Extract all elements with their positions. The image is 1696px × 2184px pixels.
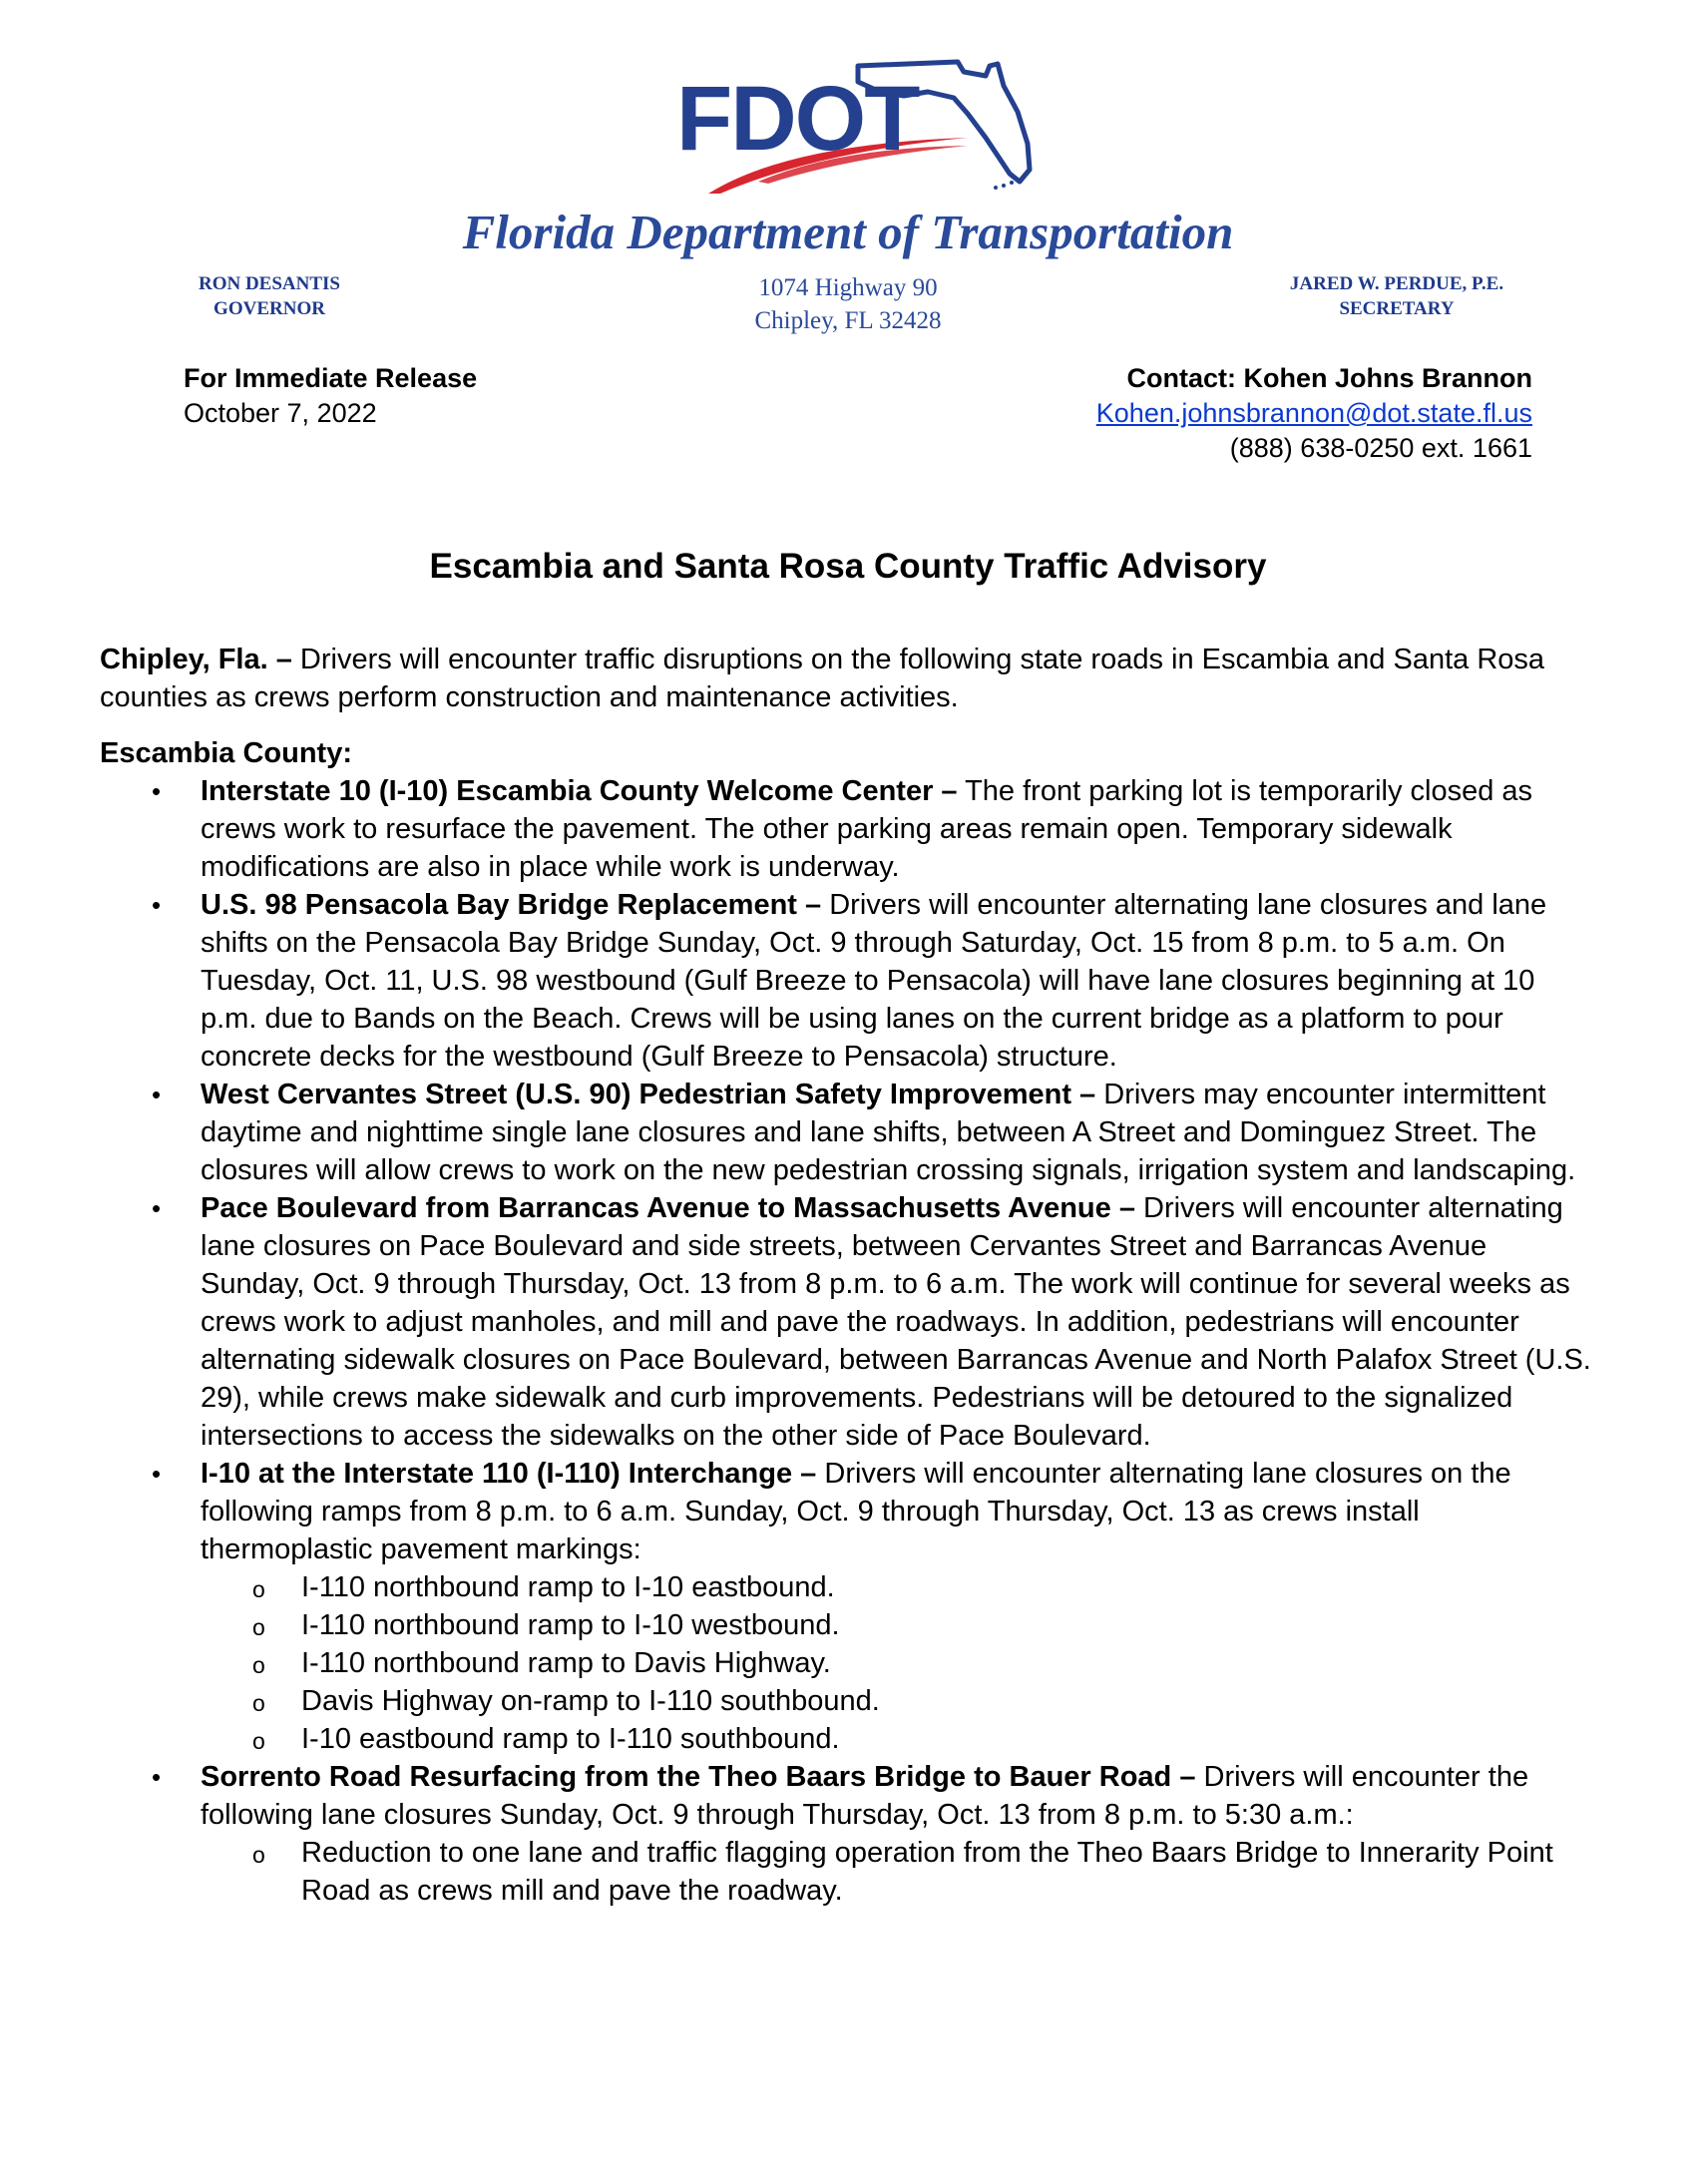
item-lead: U.S. 98 Pensacola Bay Bridge Replacement – — [201, 889, 822, 921]
agency-name: Florida Department of Transportation — [462, 205, 1234, 259]
list-item — [100, 1076, 1596, 1189]
closure-detail-list — [201, 1834, 1596, 1910]
item-text: Drivers will encounter alternating lane closures on the following ramps from 8 p.m. to 6 a.m. Sunday, Oct. 9 through Thursday, Oct. 13 as crews install thermoplastic pavement markings: — [201, 1458, 1511, 1565]
list-item — [100, 772, 1596, 886]
item-text: Drivers may encounter intermittent daytime and nighttime single lane closures and lane shifts, between A Street and Dominguez Street. The closures will allow crews to work on the new pedestrian crossing signals, irrigation system and landscaping. — [201, 1079, 1576, 1186]
list-item — [100, 1189, 1596, 1455]
item-lead: West Cervantes Street (U.S. 90) Pedestrian Safety Improvement – — [201, 1079, 1096, 1110]
address-line-1: 1074 Highway 90 — [758, 274, 938, 301]
sub-list-item: o I-110 northbound ramp to I-10 westbound. — [201, 1606, 1596, 1644]
item-lead: Pace Boulevard from Barrancas Avenue to Massachusetts Avenue – — [201, 1192, 1135, 1224]
contact-email-link[interactable]: Kohen.johnsbrannon@dot.state.fl.us — [1095, 398, 1532, 428]
intro-text: Drivers will encounter traffic disruptions on the following state roads in Escambia and Santa Rosa counties as crews perform construction and maintenance activities. — [100, 644, 1545, 713]
advisory-title: Escambia and Santa Rosa County Traffic Advisory — [429, 547, 1267, 586]
contact-info — [1096, 361, 1532, 466]
county-heading: Escambia County: — [100, 737, 352, 769]
sub-list-item: o Reduction to one lane and traffic flagging operation from the Theo Baars Bridge to Innerarity Point Road as crews mill and pave the roadway. — [201, 1834, 1596, 1910]
item-lead: Sorrento Road Resurfacing from the Theo Baars Bridge to Bauer Road – — [201, 1761, 1196, 1793]
logo-text: FDOT — [676, 68, 919, 170]
contact-label: Contact: Kohen Johns Brannon — [1126, 363, 1532, 393]
ramp-list — [201, 1568, 1596, 1758]
intro-paragraph — [100, 641, 1596, 716]
item-text: Drivers will encounter the following lane closures Sunday, Oct. 9 through Thursday, Oct. 13 from 8 p.m. to 5:30 a.m.: — [201, 1761, 1529, 1831]
list-item — [100, 1455, 1596, 1758]
advisory-body — [100, 641, 1596, 1910]
fdot-logo — [668, 52, 1048, 197]
sub-list-item: o I-110 northbound ramp to I-10 eastbound. — [201, 1568, 1596, 1606]
closure-list — [100, 772, 1596, 1910]
secretary-name: JARED W. PERDUE, P.E. — [1289, 273, 1504, 294]
sub-list-item: o I-10 eastbound ramp to I-110 southbound. — [201, 1720, 1596, 1758]
secretary-block — [1237, 271, 1556, 321]
item-lead: I-10 at the Interstate 110 (I-110) Interchange – — [201, 1458, 817, 1490]
item-lead: Interstate 10 (I-10) Escambia County Welcome Center – — [201, 775, 958, 807]
release-info — [184, 361, 477, 431]
governor-name: RON DESANTIS — [198, 273, 340, 294]
release-label: For Immediate Release — [184, 363, 478, 393]
list-item — [100, 886, 1596, 1076]
release-date: October 7, 2022 — [184, 398, 377, 428]
secretary-title: SECRETARY — [1339, 298, 1455, 319]
contact-phone: (888) 638-0250 ext. 1661 — [1229, 433, 1532, 463]
dateline: Chipley, Fla. – — [100, 644, 292, 675]
item-text: Drivers will encounter alternating lane closures and lane shifts on the Pensacola Bay Bridge Sunday, Oct. 9 through Saturday, Oct. 15 from 8 p.m. to 5 a.m. On Tuesday, Oct. 11, U.S. 98 westbound (Gulf Breeze to Pensacola) will have lane closures beginning at 10 p.m. due to Bands on the Beach. Crews will be using lanes on the current bridge as a platform to pour concrete decks for the westbound (Gulf Breeze to Pensacola) structure. — [201, 889, 1547, 1073]
item-text: Drivers will encounter alternating lane closures on Pace Boulevard and side streets, between Cervantes Street and Barrancas Avenue Sunday, Oct. 9 through Thursday, Oct. 13 from 8 p.m. to 6 a.m. The work will continue for several weeks as crews work to adjust manholes, and mill and pave the roadways. In addition, pedestrians will encounter alternating sidewalk closures on Pace Boulevard, between Barrancas Avenue and North Palafox Street (U.S. 29), while crews make sidewalk and curb improvements. Pedestrians will be detoured to the signalized intersections to access the sidewalks on the other side of Pace Boulevard. — [201, 1192, 1591, 1452]
sub-list-item: o I-110 northbound ramp to Davis Highway. — [201, 1644, 1596, 1682]
address-line-2: Chipley, FL 32428 — [754, 307, 942, 334]
governor-title: GOVERNOR — [213, 298, 325, 319]
sub-list-item: o Davis Highway on-ramp to I-110 southbound. — [201, 1682, 1596, 1720]
list-item — [100, 1758, 1596, 1910]
item-text: The front parking lot is temporarily closed as crews work to resurface the pavement. The other parking areas remain open. Temporary sidewalk modifications are also in place while work is underway. — [201, 775, 1533, 883]
